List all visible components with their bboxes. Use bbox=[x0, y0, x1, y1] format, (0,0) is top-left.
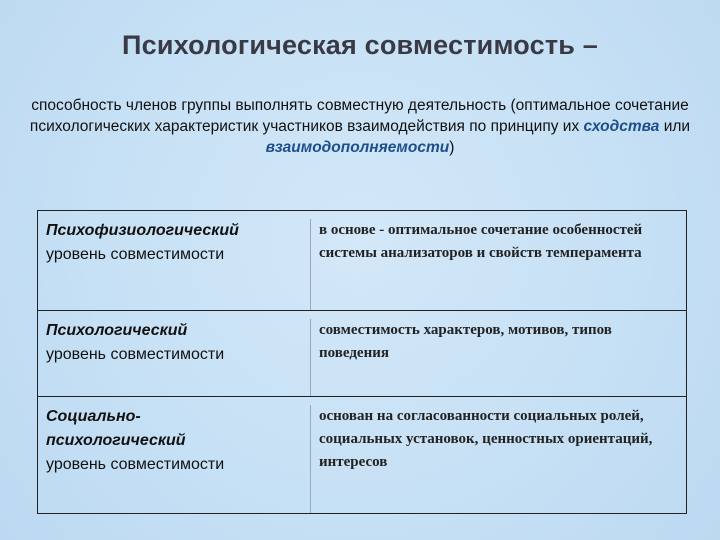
description-cell bbox=[308, 211, 687, 311]
description-cell bbox=[308, 397, 687, 514]
level-name: Психофизиологический bbox=[46, 222, 239, 239]
table-row bbox=[38, 311, 687, 397]
level-suffix: уровень совместимости bbox=[46, 246, 225, 263]
subtitle-highlight-complementarity: взаимодополняемости bbox=[265, 139, 450, 156]
subtitle-text: способность членов группы выполнять совместную деятельность (оптимальное сочетание психологических характеристик участников взаимодействия по принципу их bbox=[29, 97, 689, 135]
level-cell bbox=[38, 311, 309, 397]
subtitle-highlight-similarity: сходства bbox=[583, 118, 660, 135]
compatibility-levels-table bbox=[37, 210, 687, 514]
table-row bbox=[38, 397, 687, 514]
level-cell bbox=[38, 397, 309, 514]
slide-subtitle bbox=[10, 95, 710, 158]
level-name: Социально-психологический bbox=[46, 408, 186, 449]
description-text: в основе - оптимальное сочетание особенностей системы анализаторов и свойств темперамента bbox=[310, 219, 680, 310]
slide-title: Психологическая совместимость – bbox=[122, 30, 598, 60]
level-suffix: уровень совместимости bbox=[46, 346, 225, 363]
level-name: Психологический bbox=[46, 322, 188, 339]
subtitle-closing: ) bbox=[449, 139, 455, 156]
table-row bbox=[38, 211, 687, 311]
description-text: совместимость характеров, мотивов, типов поведения bbox=[310, 319, 680, 396]
level-cell bbox=[38, 211, 309, 311]
description-cell bbox=[308, 311, 687, 397]
level-suffix: уровень совместимости bbox=[46, 456, 225, 473]
subtitle-connector: или bbox=[659, 118, 691, 135]
description-text: основан на согласованности социальных ролей, социальных установок, ценностных ориентаций, интересов bbox=[310, 405, 680, 513]
